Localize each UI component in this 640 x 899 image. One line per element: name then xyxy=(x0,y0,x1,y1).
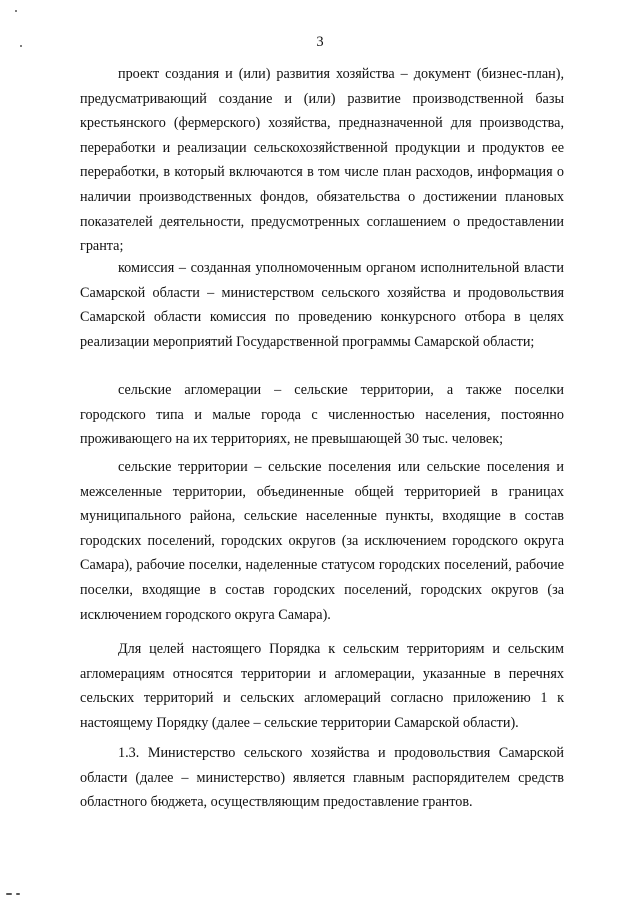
paragraph-rural-agglomerations-definition: сельские агломерации – сельские территории, а также поселки городского типа и малые города с численностью населения, постоянно проживающего на их территориях, не превышающей 30 тыс. человек; xyxy=(80,382,564,448)
scan-speck xyxy=(6,893,12,895)
scan-speck xyxy=(15,10,17,12)
paragraph-business-plan-definition: проект создания и (или) развития хозяйства – документ (бизнес-план), предусматривающий создание и (или) развитие производственной базы крестьянского (фермерского) хозяйства, предназначенной для производства, переработки и реализации сельскохозяйственной продукции и продуктов ее переработки, в который включаются в том числе план расходов, информация о наличии производственных фондов, обязательства о достижении плановых показателей деятельности, предусмотренных соглашением о предоставлении гранта; xyxy=(80,66,564,255)
paragraph-commission-definition: комиссия – созданная уполномоченным органом исполнительной власти Самарской области – министерством сельского хозяйства и продовольствия Самарской области комиссия по проведению конкурсного отбора в целях реализации мероприятий Государственной программы Самарской области; xyxy=(80,260,564,350)
page-number: 3 xyxy=(316,34,324,50)
paragraph-rural-territories-definition: сельские территории – сельские поселения или сельские поселения и межселенные территории, объединенные общей территорией в границах муниципального района, сельские населенные пункты, входящие в состав городских поселений, городских округов (за исключением городского округа Самара), рабочие поселки, наделенные статусом городских поселений, рабочие поселки, входящие в состав городских поселений, городских округов (за исключением городского округа Самара). xyxy=(80,459,564,623)
paragraph-purposes-clause: Для целей настоящего Порядка к сельским территориям и сельским агломерациям относятся территории и агломерации, указанные в перечнях сельских территорий и сельских агломераций согласно приложению 1 к настоящему Порядку (далее – сельские территории Самарской области). xyxy=(80,641,564,731)
paragraph-clause-1-3: 1.3. Министерство сельского хозяйства и продовольствия Самарской области (далее – министерство) является главным распорядителем средств областного бюджета, осуществляющим предоставление грантов. xyxy=(80,745,564,811)
scan-speck xyxy=(16,893,20,895)
